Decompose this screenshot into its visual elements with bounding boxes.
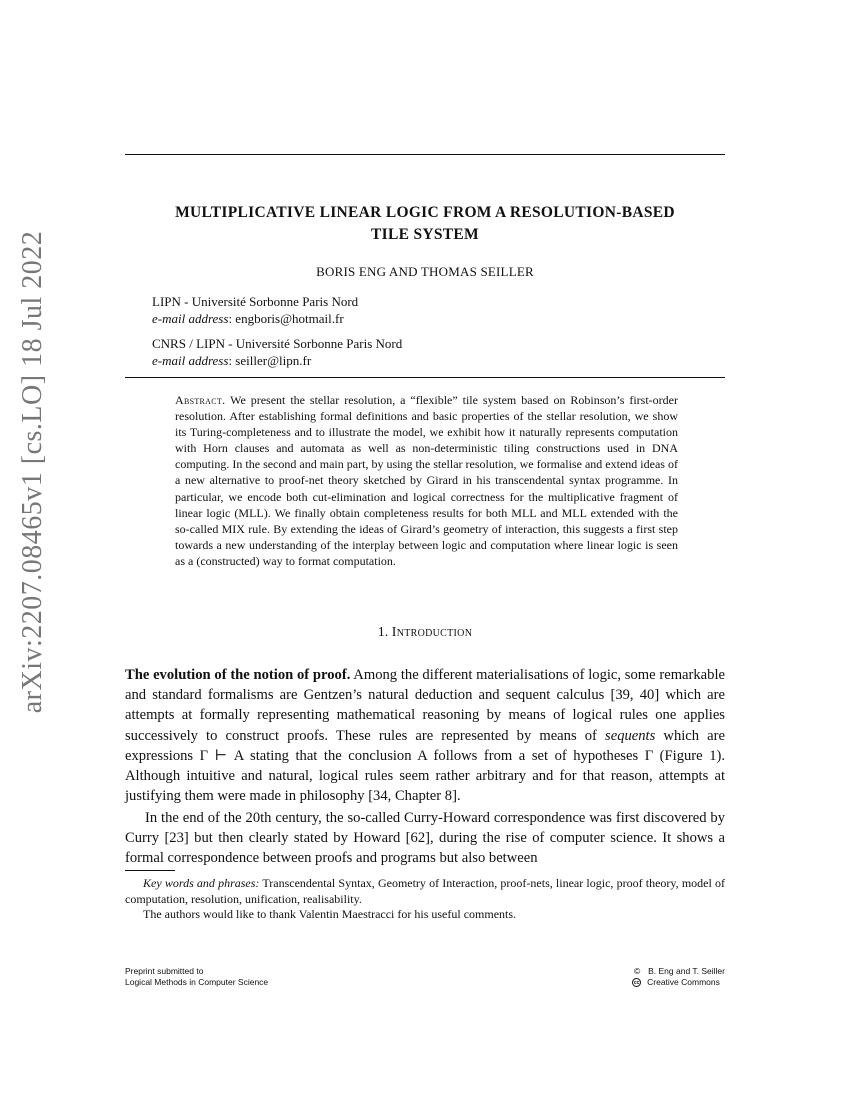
paper-title xyxy=(125,202,725,246)
affiliation-2-email[interactable]: : seiller@lipn.fr xyxy=(228,353,312,368)
paragraph-1-emphasis: sequents xyxy=(605,727,656,744)
paragraph-1-part-2: which are expressions Γ ⊢ A stating that the conclusion A follows from a set of hypotheses Γ (Figure 1). Although intuitive and natural, logical rules seem rather arbitrary and for that reason, attempts at justifying them were made in philosophy [34, Chapter 8]. xyxy=(125,727,726,805)
license-text: Creative Commons xyxy=(647,977,720,987)
paragraph-lead: The evolution of the notion of proof. xyxy=(125,667,351,683)
footer-left-line-2: Logical Methods in Computer Science xyxy=(125,977,269,987)
abstract-label: Abstract. xyxy=(175,393,226,407)
arxiv-stamp xyxy=(0,0,66,1100)
paragraph-1 xyxy=(125,665,725,806)
license-row xyxy=(632,977,725,988)
email-label: e-mail address xyxy=(152,311,229,326)
footer-left-line-1: Preprint submitted to xyxy=(125,966,204,976)
affiliation-1-email-line xyxy=(152,310,358,327)
paragraph-1-part-1: Among the different materialisations of logic, some remarkable and standard formalisms are Gentzen’s natural deduction and sequent calculus [39, 40] which are attempts at formally representing mathematical reasoning by means of logical rules one applies successively to construct proofs. These rules are represented by means of xyxy=(125,667,725,744)
creative-commons-icon: cc xyxy=(633,980,640,986)
arxiv-identifier: arXiv:2207.08465v1 [cs.LO] 18 Jul 2022 xyxy=(17,230,48,714)
footer-right xyxy=(632,966,725,988)
abstract-text: We present the stellar resolution, a “flexible” tile system based on Robinson’s first-order resolution. After establishing formal definitions and basic properties of the stellar resolution, we show its Turing-completeness and to illustrate the model, we exhibit how it naturally represents computation with Horn clauses and automata as well as non-deterministic tiling constructions used in DNA computing. In the second and main part, by using the stellar resolution, we formalise and extend ideas of a new alternative to proof-net theory sketched by Girard in his transcendental syntax programme. In particular, we encode both cut-elimination and logical correctness for the multiplicative fragment of linear logic (MLL). We finally obtain completeness results for both MLL and MLL extended with the so-called MIX rule. By extending the ideas of Girard’s geometry of interaction, this suggests a first step towards a new understanding of the interplay between logic and computation where linear logic is seen as a (constructed) way to format computation. xyxy=(175,393,678,568)
footnote-keywords xyxy=(125,875,725,907)
section-title: Introduction xyxy=(391,625,473,640)
footer-left xyxy=(125,966,268,988)
affiliation-2 xyxy=(152,335,402,369)
affiliation-2-email-line xyxy=(152,352,402,369)
keywords-label: Key words and phrases: xyxy=(143,876,260,890)
title-line-2: TILE SYSTEM xyxy=(371,226,479,243)
affiliation-1-institution: LIPN - Université Sorbonne Paris Nord xyxy=(152,294,359,309)
section-number: 1. xyxy=(377,625,389,640)
authors: BORIS ENG AND THOMAS SEILLER xyxy=(316,264,534,279)
title-line-1: MULTIPLICATIVE LINEAR LOGIC FROM A RESOLUTION-BASED xyxy=(175,204,675,221)
abstract-rule xyxy=(125,377,725,378)
copyright-row xyxy=(632,966,725,977)
affiliation-2-institution: CNRS / LIPN - Université Sorbonne Paris Nord xyxy=(152,336,403,351)
copyright-icon: © xyxy=(633,966,641,976)
footnote-acknowledgement: The authors would like to thank Valentin Maestracci for his useful comments. xyxy=(143,907,517,921)
copyright-text: B. Eng and T. Seiller xyxy=(648,966,725,976)
top-rule xyxy=(125,154,725,155)
affiliation-1 xyxy=(152,293,358,327)
footnote-rule xyxy=(125,870,175,871)
email-label: e-mail address xyxy=(152,353,229,368)
section-heading xyxy=(125,625,725,641)
paragraph-2: In the end of the 20th century, the so-called Curry-Howard correspondence was first discovered by Curry [23] but then clearly stated by Howard [62], during the rise of computer science. It shows a formal correspondence between proofs and programs but also between xyxy=(125,810,725,867)
keywords-text: Transcendental Syntax, Geometry of Interaction, proof-nets, linear logic, proof theory, model of computation, resolution, unification, realisability. xyxy=(125,876,725,906)
abstract xyxy=(175,392,678,569)
affiliation-1-email[interactable]: : engboris@hotmail.fr xyxy=(228,311,344,326)
